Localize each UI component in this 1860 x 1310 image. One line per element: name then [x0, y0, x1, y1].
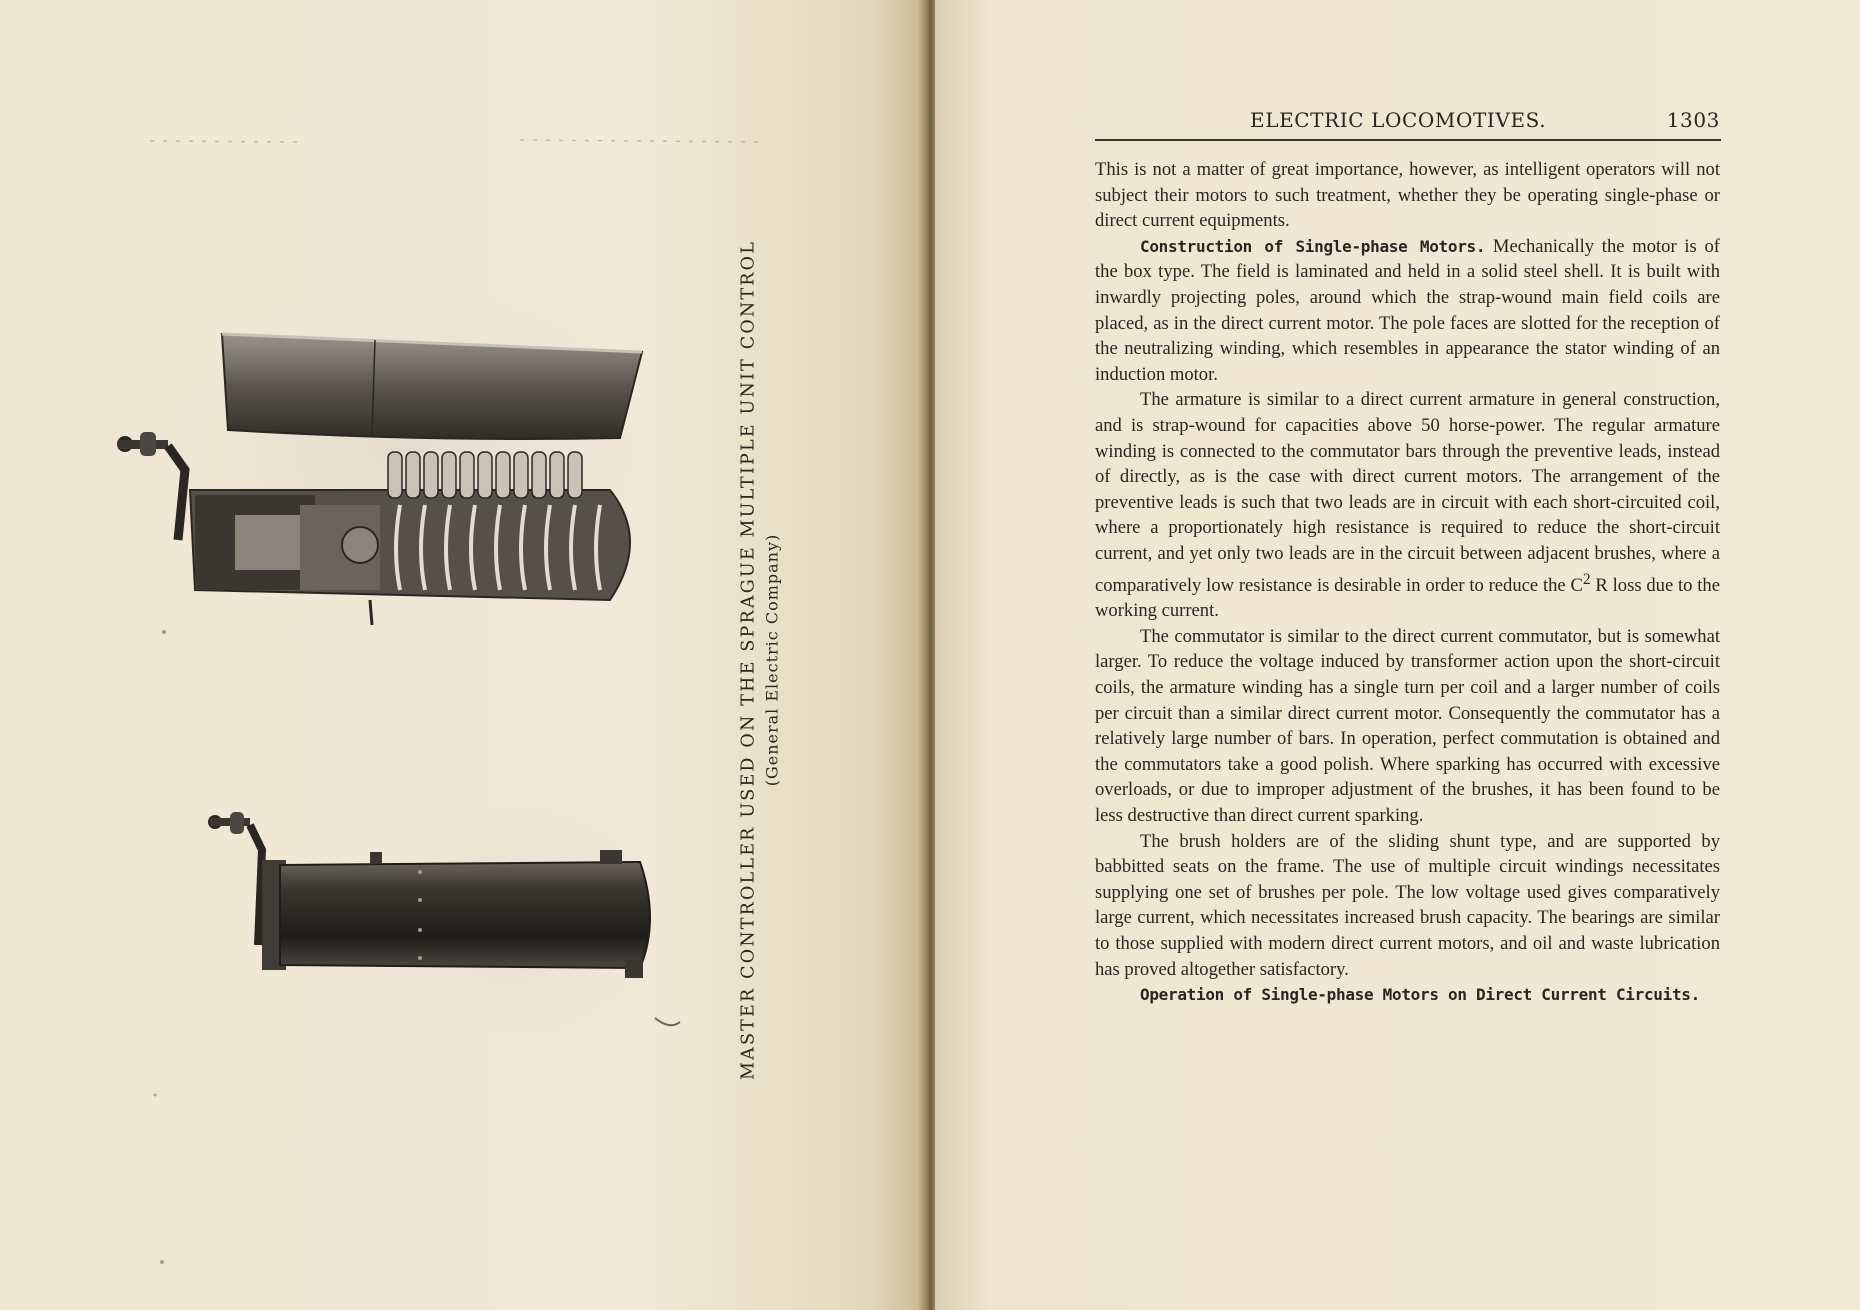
paragraph	[1095, 387, 1720, 624]
paragraph	[1095, 157, 1720, 234]
superscript: 2	[1582, 570, 1591, 588]
paragraph-text: This is not a matter of great importance, however, as intelligent operators will not subject their motors to such treatment, whether they be operating single-phase or direct current equipments.	[1095, 159, 1720, 232]
paragraph	[1095, 829, 1720, 983]
plate-illustration	[0, 0, 925, 1310]
paragraph-text: The armature is similar to a direct current armature in general construction, and is strap-wound for capacities above 50 horse-power. The regular armature winding is connected to the commutator bars through the preventive leads, instead of directly, as is the case with direct current motors. The arrangement of the preventive leads is such that two leads are in circuit with each short-circuited coil, where a proportionately high resistance is required to reduce the short-circuit current, and yet only two leads are in the circuit between adjacent brushes, where a comparatively low resistance is desirable in order to reduce the C	[1095, 389, 1720, 596]
paragraph-text: The commutator is similar to the direct current commutator, but is somewhat larger. To reduce the voltage induced by transformer action upon the short-circuit coils, the armature winding has a single turn per coil and a larger number of coils per circuit than a similar direct current motor. Consequently the commutator has a relatively large number of bars. In operation, perfect commutation is obtained and the commutators take a good polish. Where sparking has occurred with excessive overloads, or due to improper adjustment of the brushes, it has been found to be less destructive than direct current sparking.	[1095, 625, 1720, 827]
plate-caption-subtitle: (General Electric Company)	[762, 533, 782, 787]
header-rule	[1095, 139, 1721, 141]
paragraph	[1095, 624, 1720, 829]
section-heading: Operation of Single-phase Motors on Direct Current Circuits.	[1140, 985, 1700, 1005]
page-number: 1303	[1666, 108, 1720, 132]
running-head-title: ELECTRIC LOCOMOTIVES.	[1250, 108, 1547, 132]
paragraph-text-tail: R loss due to the working current.	[1095, 574, 1720, 622]
paragraph	[1095, 982, 1720, 1008]
plate-caption-title: MASTER CONTROLLER USED ON THE SPRAGUE MULTIPLE UNIT CONTROL	[738, 239, 759, 1081]
controller-open-view	[117, 280, 660, 625]
body-text	[1095, 157, 1720, 1008]
paragraph-text: Mechanically the motor is of the box type. The field is laminated and held in a solid steel shell. It is built with inwardly projecting poles, around which the strap-wound main field coils are placed, as in the direct current motor. The pole faces are slotted for the reception of the neutralizing winding, which resembles in appearance the stator winding of an induction motor.	[1095, 235, 1720, 385]
controller-closed-view	[208, 800, 680, 1040]
paragraph	[1095, 234, 1720, 388]
paragraph-text: The brush holders are of the sliding shunt type, and are supported by babbitted seats on the frame. The use of multiple circuit windings necessitates supplying one set of brushes per pole. The low voltage used gives comparatively large current, which necessitates increased brush capacity. The bearings are similar to those supplied with modern direct current motors, and oil and waste lubrication has proved altogether satisfactory.	[1095, 830, 1720, 980]
faint-marks	[150, 140, 760, 142]
page-dots	[154, 630, 167, 1264]
plate-caption	[739, 240, 782, 1080]
section-heading: Construction of Single-phase Motors.	[1140, 236, 1486, 256]
